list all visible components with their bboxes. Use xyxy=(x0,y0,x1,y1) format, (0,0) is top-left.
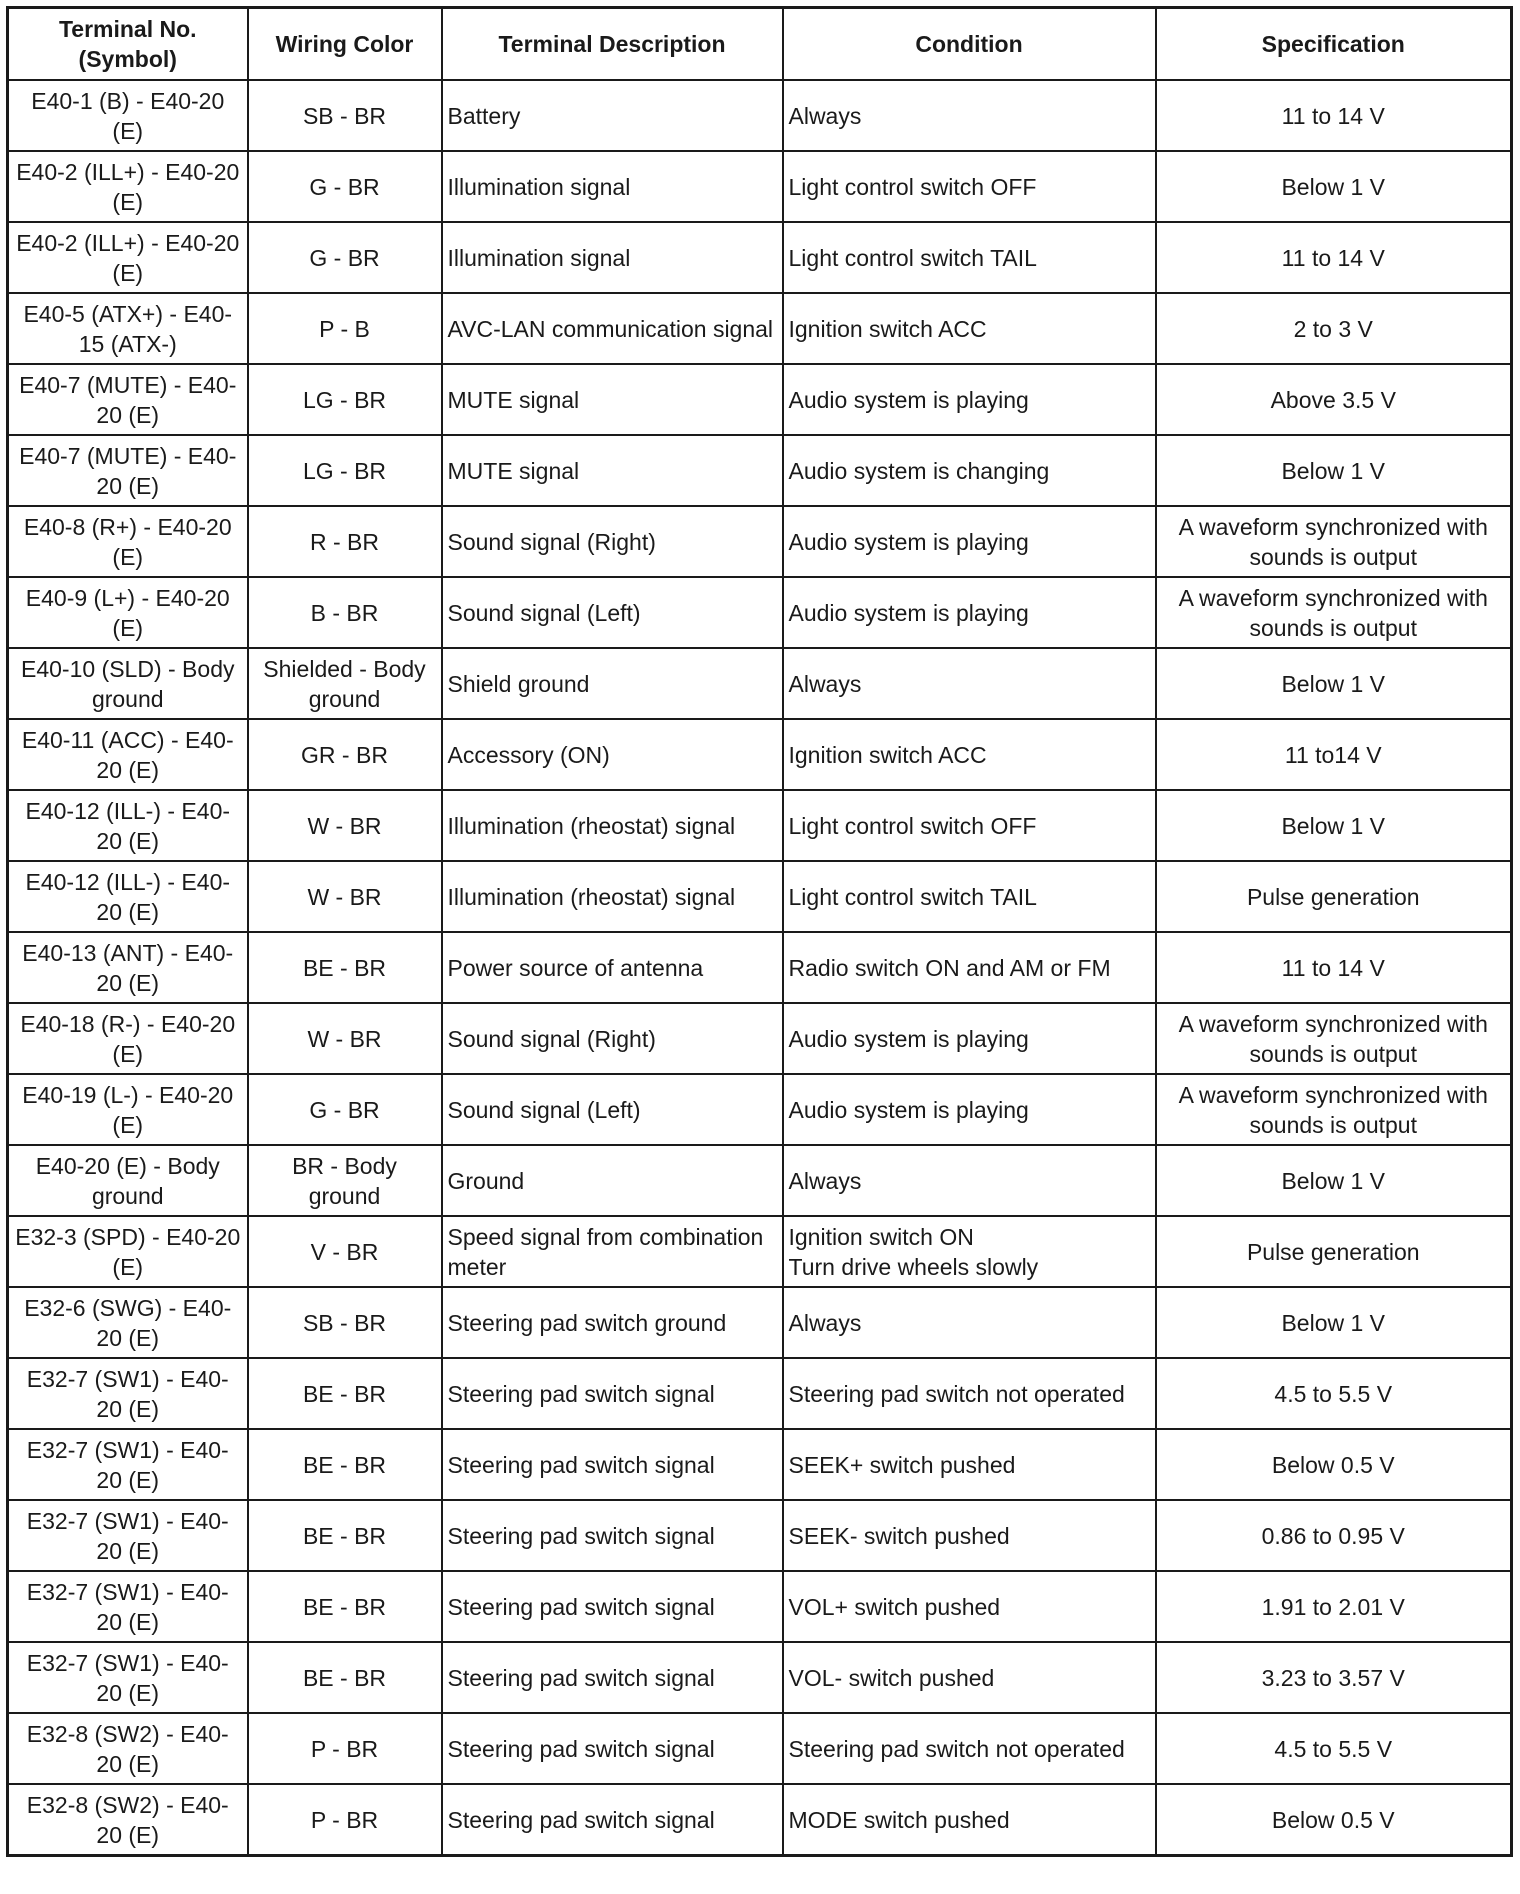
table-row xyxy=(8,435,1512,506)
cell-wiring-color: W - BR xyxy=(248,790,442,861)
cell-specification: Below 0.5 V xyxy=(1156,1784,1512,1856)
cell-terminal: E40-7 (MUTE) - E40-20 (E) xyxy=(8,435,248,506)
table-row xyxy=(8,222,1512,293)
cell-terminal: E32-8 (SW2) - E40-20 (E) xyxy=(8,1784,248,1856)
cell-wiring-color: Shielded - Body ground xyxy=(248,648,442,719)
cell-terminal-description: Speed signal from combination meter xyxy=(442,1216,783,1287)
cell-terminal-description: Battery xyxy=(442,80,783,151)
cell-specification: Below 1 V xyxy=(1156,151,1512,222)
cell-specification: 4.5 to 5.5 V xyxy=(1156,1358,1512,1429)
cell-specification: A waveform synchronized with sounds is output xyxy=(1156,1003,1512,1074)
header-row xyxy=(8,8,1512,81)
cell-specification: 4.5 to 5.5 V xyxy=(1156,1713,1512,1784)
cell-wiring-color: W - BR xyxy=(248,861,442,932)
cell-wiring-color: LG - BR xyxy=(248,435,442,506)
cell-terminal-description: Steering pad switch signal xyxy=(442,1429,783,1500)
table-row xyxy=(8,293,1512,364)
table-row xyxy=(8,861,1512,932)
cell-specification: Below 1 V xyxy=(1156,1287,1512,1358)
cell-condition: Light control switch OFF xyxy=(783,151,1156,222)
cell-specification: 11 to 14 V xyxy=(1156,932,1512,1003)
cell-specification: 11 to 14 V xyxy=(1156,80,1512,151)
table-row xyxy=(8,1145,1512,1216)
cell-wiring-color: W - BR xyxy=(248,1003,442,1074)
cell-terminal-description: Illumination signal xyxy=(442,222,783,293)
cell-wiring-color: V - BR xyxy=(248,1216,442,1287)
cell-wiring-color: BE - BR xyxy=(248,932,442,1003)
terminal-spec-table xyxy=(6,6,1513,1857)
cell-condition: Audio system is changing xyxy=(783,435,1156,506)
cell-condition: Audio system is playing xyxy=(783,577,1156,648)
cell-wiring-color: BE - BR xyxy=(248,1500,442,1571)
cell-specification: 2 to 3 V xyxy=(1156,293,1512,364)
table-row xyxy=(8,1642,1512,1713)
cell-wiring-color: B - BR xyxy=(248,577,442,648)
cell-specification: 11 to 14 V xyxy=(1156,222,1512,293)
cell-terminal: E32-7 (SW1) - E40-20 (E) xyxy=(8,1642,248,1713)
table-row xyxy=(8,719,1512,790)
table-row xyxy=(8,1713,1512,1784)
cell-terminal-description: Steering pad switch signal xyxy=(442,1713,783,1784)
cell-condition: Light control switch TAIL xyxy=(783,222,1156,293)
cell-condition: VOL- switch pushed xyxy=(783,1642,1156,1713)
cell-terminal: E40-19 (L-) - E40-20 (E) xyxy=(8,1074,248,1145)
cell-specification: Pulse generation xyxy=(1156,1216,1512,1287)
header-specification: Specification xyxy=(1156,8,1512,81)
cell-terminal: E32-6 (SWG) - E40-20 (E) xyxy=(8,1287,248,1358)
cell-condition: Ignition switch ACC xyxy=(783,293,1156,364)
cell-condition: Always xyxy=(783,1145,1156,1216)
cell-terminal-description: Power source of antenna xyxy=(442,932,783,1003)
cell-condition: Light control switch OFF xyxy=(783,790,1156,861)
cell-condition: Ignition switch ON Turn drive wheels slowly xyxy=(783,1216,1156,1287)
table-row xyxy=(8,151,1512,222)
cell-specification: 1.91 to 2.01 V xyxy=(1156,1571,1512,1642)
cell-specification: Below 1 V xyxy=(1156,790,1512,861)
cell-condition: Steering pad switch not operated xyxy=(783,1713,1156,1784)
cell-wiring-color: R - BR xyxy=(248,506,442,577)
cell-wiring-color: SB - BR xyxy=(248,1287,442,1358)
cell-terminal-description: Steering pad switch signal xyxy=(442,1571,783,1642)
cell-condition: Audio system is playing xyxy=(783,506,1156,577)
table-row xyxy=(8,506,1512,577)
cell-wiring-color: P - BR xyxy=(248,1784,442,1856)
cell-terminal-description: Accessory (ON) xyxy=(442,719,783,790)
cell-specification: A waveform synchronized with sounds is output xyxy=(1156,1074,1512,1145)
cell-terminal-description: Sound signal (Left) xyxy=(442,577,783,648)
table-row xyxy=(8,1429,1512,1500)
cell-condition: Light control switch TAIL xyxy=(783,861,1156,932)
cell-terminal-description: Steering pad switch signal xyxy=(442,1500,783,1571)
header-condition: Condition xyxy=(783,8,1156,81)
cell-terminal-description: Illumination (rheostat) signal xyxy=(442,790,783,861)
cell-specification: 11 to14 V xyxy=(1156,719,1512,790)
cell-wiring-color: G - BR xyxy=(248,1074,442,1145)
cell-specification: Pulse generation xyxy=(1156,861,1512,932)
cell-condition: Always xyxy=(783,1287,1156,1358)
cell-specification: 0.86 to 0.95 V xyxy=(1156,1500,1512,1571)
cell-terminal: E40-12 (ILL-) - E40-20 (E) xyxy=(8,861,248,932)
table-row xyxy=(8,364,1512,435)
cell-terminal: E32-7 (SW1) - E40-20 (E) xyxy=(8,1500,248,1571)
cell-terminal-description: Sound signal (Right) xyxy=(442,1003,783,1074)
cell-specification: 3.23 to 3.57 V xyxy=(1156,1642,1512,1713)
terminal-spec-table-wrapper xyxy=(6,6,1510,1857)
table-row xyxy=(8,1358,1512,1429)
cell-terminal: E40-20 (E) - Body ground xyxy=(8,1145,248,1216)
cell-condition: Always xyxy=(783,648,1156,719)
table-row xyxy=(8,932,1512,1003)
cell-terminal: E40-2 (ILL+) - E40-20 (E) xyxy=(8,151,248,222)
cell-wiring-color: G - BR xyxy=(248,222,442,293)
cell-specification: A waveform synchronized with sounds is output xyxy=(1156,506,1512,577)
cell-terminal: E40-2 (ILL+) - E40-20 (E) xyxy=(8,222,248,293)
cell-wiring-color: SB - BR xyxy=(248,80,442,151)
cell-wiring-color: BE - BR xyxy=(248,1642,442,1713)
cell-terminal: E40-8 (R+) - E40-20 (E) xyxy=(8,506,248,577)
cell-terminal-description: Steering pad switch signal xyxy=(442,1358,783,1429)
table-row xyxy=(8,1784,1512,1856)
cell-terminal: E32-7 (SW1) - E40-20 (E) xyxy=(8,1571,248,1642)
cell-terminal: E40-1 (B) - E40-20 (E) xyxy=(8,80,248,151)
cell-terminal-description: Steering pad switch signal xyxy=(442,1784,783,1856)
cell-condition: VOL+ switch pushed xyxy=(783,1571,1156,1642)
cell-terminal: E40-13 (ANT) - E40-20 (E) xyxy=(8,932,248,1003)
cell-specification: Below 1 V xyxy=(1156,435,1512,506)
cell-terminal: E40-5 (ATX+) - E40-15 (ATX-) xyxy=(8,293,248,364)
table-row xyxy=(8,1500,1512,1571)
cell-terminal-description: Ground xyxy=(442,1145,783,1216)
cell-terminal-description: Shield ground xyxy=(442,648,783,719)
table-row xyxy=(8,1003,1512,1074)
cell-condition: SEEK+ switch pushed xyxy=(783,1429,1156,1500)
cell-condition: Always xyxy=(783,80,1156,151)
cell-wiring-color: G - BR xyxy=(248,151,442,222)
cell-condition: Ignition switch ACC xyxy=(783,719,1156,790)
cell-terminal-description: Sound signal (Right) xyxy=(442,506,783,577)
cell-specification: Below 0.5 V xyxy=(1156,1429,1512,1500)
table-row xyxy=(8,790,1512,861)
cell-wiring-color: BE - BR xyxy=(248,1429,442,1500)
cell-terminal-description: MUTE signal xyxy=(442,364,783,435)
cell-terminal-description: Illumination signal xyxy=(442,151,783,222)
cell-terminal: E32-8 (SW2) - E40-20 (E) xyxy=(8,1713,248,1784)
cell-terminal: E40-7 (MUTE) - E40-20 (E) xyxy=(8,364,248,435)
cell-wiring-color: P - B xyxy=(248,293,442,364)
cell-condition: Audio system is playing xyxy=(783,1003,1156,1074)
cell-specification: A waveform synchronized with sounds is output xyxy=(1156,577,1512,648)
cell-terminal-description: Steering pad switch ground xyxy=(442,1287,783,1358)
cell-terminal: E32-7 (SW1) - E40-20 (E) xyxy=(8,1358,248,1429)
table-row xyxy=(8,1287,1512,1358)
cell-wiring-color: BR - Body ground xyxy=(248,1145,442,1216)
cell-terminal-description: MUTE signal xyxy=(442,435,783,506)
cell-terminal: E40-12 (ILL-) - E40-20 (E) xyxy=(8,790,248,861)
cell-terminal-description: Sound signal (Left) xyxy=(442,1074,783,1145)
cell-terminal-description: AVC-LAN communication signal xyxy=(442,293,783,364)
cell-condition: MODE switch pushed xyxy=(783,1784,1156,1856)
table-body xyxy=(8,80,1512,1856)
table-row xyxy=(8,577,1512,648)
cell-specification: Below 1 V xyxy=(1156,648,1512,719)
cell-terminal: E40-11 (ACC) - E40-20 (E) xyxy=(8,719,248,790)
cell-specification: Above 3.5 V xyxy=(1156,364,1512,435)
cell-wiring-color: GR - BR xyxy=(248,719,442,790)
table-row xyxy=(8,1571,1512,1642)
cell-terminal: E40-18 (R-) - E40-20 (E) xyxy=(8,1003,248,1074)
cell-wiring-color: LG - BR xyxy=(248,364,442,435)
cell-specification: Below 1 V xyxy=(1156,1145,1512,1216)
table-row xyxy=(8,1216,1512,1287)
cell-wiring-color: BE - BR xyxy=(248,1571,442,1642)
cell-condition: Audio system is playing xyxy=(783,364,1156,435)
cell-condition: Radio switch ON and AM or FM xyxy=(783,932,1156,1003)
header-terminal-description: Terminal Description xyxy=(442,8,783,81)
table-header xyxy=(8,8,1512,81)
cell-wiring-color: BE - BR xyxy=(248,1358,442,1429)
table-row xyxy=(8,648,1512,719)
cell-terminal-description: Steering pad switch signal xyxy=(442,1642,783,1713)
cell-terminal: E40-9 (L+) - E40-20 (E) xyxy=(8,577,248,648)
header-terminal: Terminal No. (Symbol) xyxy=(8,8,248,81)
cell-condition: SEEK- switch pushed xyxy=(783,1500,1156,1571)
cell-condition: Audio system is playing xyxy=(783,1074,1156,1145)
table-row xyxy=(8,1074,1512,1145)
cell-terminal: E40-10 (SLD) - Body ground xyxy=(8,648,248,719)
cell-wiring-color: P - BR xyxy=(248,1713,442,1784)
header-wiring-color: Wiring Color xyxy=(248,8,442,81)
cell-terminal: E32-7 (SW1) - E40-20 (E) xyxy=(8,1429,248,1500)
cell-condition: Steering pad switch not operated xyxy=(783,1358,1156,1429)
cell-terminal: E32-3 (SPD) - E40-20 (E) xyxy=(8,1216,248,1287)
table-row xyxy=(8,80,1512,151)
cell-terminal-description: Illumination (rheostat) signal xyxy=(442,861,783,932)
